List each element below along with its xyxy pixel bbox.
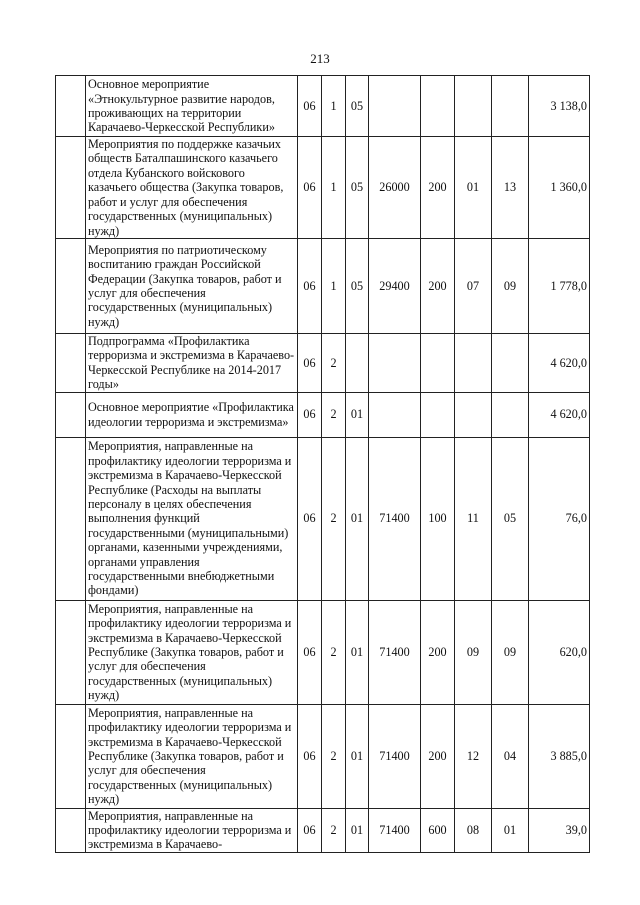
code-cell — [421, 76, 455, 137]
code-cell: 01 — [346, 600, 369, 704]
code-cell: 05 — [492, 437, 529, 600]
code-cell: 100 — [421, 437, 455, 600]
amount-cell: 3 138,0 — [529, 76, 590, 137]
code-cell: 04 — [492, 704, 529, 808]
amount-cell: 1 360,0 — [529, 137, 590, 239]
code-cell: 06 — [298, 334, 322, 393]
code-cell: 01 — [492, 808, 529, 852]
amount-cell: 1 778,0 — [529, 239, 590, 334]
code-cell: 2 — [322, 334, 346, 393]
table-row — [56, 137, 590, 239]
amount-cell: 4 620,0 — [529, 334, 590, 393]
code-cell: 200 — [421, 137, 455, 239]
code-cell — [369, 334, 421, 393]
item-name-cell: Мероприятия, направленные на профилактику идеологии терроризма и экстремизма в Карачаево-Черкесской Республике (Расходы на выплаты персоналу в целях обеспечения выполнения функций государственными (муниципальными) органами, казенными учреждениями, органами управления государственными внебюджетными фондами) — [86, 437, 298, 600]
table-row — [56, 437, 590, 600]
code-cell: 71400 — [369, 437, 421, 600]
code-cell: 01 — [346, 808, 369, 852]
code-cell: 06 — [298, 239, 322, 334]
code-cell: 71400 — [369, 704, 421, 808]
item-name-cell: Мероприятия, направленные на профилактику идеологии терроризма и экстремизма в Карачаево-Черкесской Республике (Закупка товаров, работ и услуг для обеспечения государственных (муниципальных) нужд) — [86, 704, 298, 808]
code-cell: 06 — [298, 392, 322, 437]
table-row — [56, 76, 590, 137]
row-number-cell — [56, 600, 86, 704]
code-cell: 71400 — [369, 600, 421, 704]
code-cell — [455, 76, 492, 137]
code-cell — [421, 334, 455, 393]
item-name-cell: Мероприятия, направленные на профилактику идеологии терроризма и экстремизма в Карачаево-Черкесской Республике (Закупка товаров, работ и услуг для обеспечения государственных (муниципальных) нужд) — [86, 600, 298, 704]
code-cell: 09 — [455, 600, 492, 704]
code-cell — [346, 334, 369, 393]
code-cell — [492, 392, 529, 437]
row-number-cell — [56, 334, 86, 393]
item-name-cell: Основное мероприятие «Профилактика идеологии терроризма и экстремизма» — [86, 392, 298, 437]
code-cell: 01 — [346, 392, 369, 437]
code-cell: 07 — [455, 239, 492, 334]
code-cell: 200 — [421, 704, 455, 808]
code-cell: 2 — [322, 808, 346, 852]
code-cell: 2 — [322, 392, 346, 437]
item-name-cell: Мероприятия по патриотическому воспитанию граждан Российской Федерации (Закупка товаров, работ и услуг для обеспечения государственных (муниципальных) нужд) — [86, 239, 298, 334]
code-cell: 05 — [346, 137, 369, 239]
row-number-cell — [56, 137, 86, 239]
row-number-cell — [56, 437, 86, 600]
code-cell: 05 — [346, 76, 369, 137]
table-row — [56, 239, 590, 334]
code-cell: 13 — [492, 137, 529, 239]
amount-cell: 620,0 — [529, 600, 590, 704]
table-row — [56, 704, 590, 808]
code-cell: 600 — [421, 808, 455, 852]
code-cell: 1 — [322, 137, 346, 239]
code-cell: 09 — [492, 600, 529, 704]
amount-cell: 4 620,0 — [529, 392, 590, 437]
code-cell: 06 — [298, 808, 322, 852]
budget-table — [55, 75, 590, 853]
amount-cell: 3 885,0 — [529, 704, 590, 808]
row-number-cell — [56, 392, 86, 437]
code-cell: 2 — [322, 600, 346, 704]
code-cell: 06 — [298, 437, 322, 600]
code-cell: 06 — [298, 704, 322, 808]
code-cell: 06 — [298, 600, 322, 704]
code-cell: 12 — [455, 704, 492, 808]
code-cell: 06 — [298, 76, 322, 137]
code-cell: 01 — [346, 437, 369, 600]
table-row — [56, 334, 590, 393]
code-cell: 71400 — [369, 808, 421, 852]
code-cell — [492, 76, 529, 137]
table-row — [56, 600, 590, 704]
code-cell — [369, 76, 421, 137]
code-cell — [455, 392, 492, 437]
code-cell — [492, 334, 529, 393]
code-cell: 2 — [322, 437, 346, 600]
row-number-cell — [56, 808, 86, 852]
code-cell: 06 — [298, 137, 322, 239]
item-name-cell: Мероприятия, направленные на профилактику идеологии терроризма и экстремизма в Карачаево- — [86, 808, 298, 852]
item-name-cell: Мероприятия по поддержке казачьих обществ Баталпашинского казачьего отдела Кубанского войскового казачьего общества (Закупка товаров, работ и услуг для обеспечения государственных (муниципальных) нужд) — [86, 137, 298, 239]
amount-cell: 76,0 — [529, 437, 590, 600]
code-cell: 01 — [346, 704, 369, 808]
table-row — [56, 808, 590, 852]
code-cell — [421, 392, 455, 437]
row-number-cell — [56, 239, 86, 334]
item-name-cell: Подпрограмма «Профилактика терроризма и экстремизма в Карачаево-Черкесской Республике на 2014-2017 годы» — [86, 334, 298, 393]
code-cell: 200 — [421, 600, 455, 704]
code-cell: 11 — [455, 437, 492, 600]
row-number-cell — [56, 704, 86, 808]
code-cell: 26000 — [369, 137, 421, 239]
code-cell — [369, 392, 421, 437]
code-cell: 200 — [421, 239, 455, 334]
item-name-cell: Основное мероприятие «Этнокультурное развитие народов, проживающих на территории Карачаево-Черкесской Республики» — [86, 76, 298, 137]
code-cell — [455, 334, 492, 393]
table-row — [56, 392, 590, 437]
code-cell: 09 — [492, 239, 529, 334]
code-cell: 01 — [455, 137, 492, 239]
code-cell: 05 — [346, 239, 369, 334]
page-number: 213 — [310, 51, 330, 66]
code-cell: 08 — [455, 808, 492, 852]
code-cell: 1 — [322, 76, 346, 137]
code-cell: 29400 — [369, 239, 421, 334]
row-number-cell — [56, 76, 86, 137]
code-cell: 2 — [322, 704, 346, 808]
code-cell: 1 — [322, 239, 346, 334]
amount-cell: 39,0 — [529, 808, 590, 852]
